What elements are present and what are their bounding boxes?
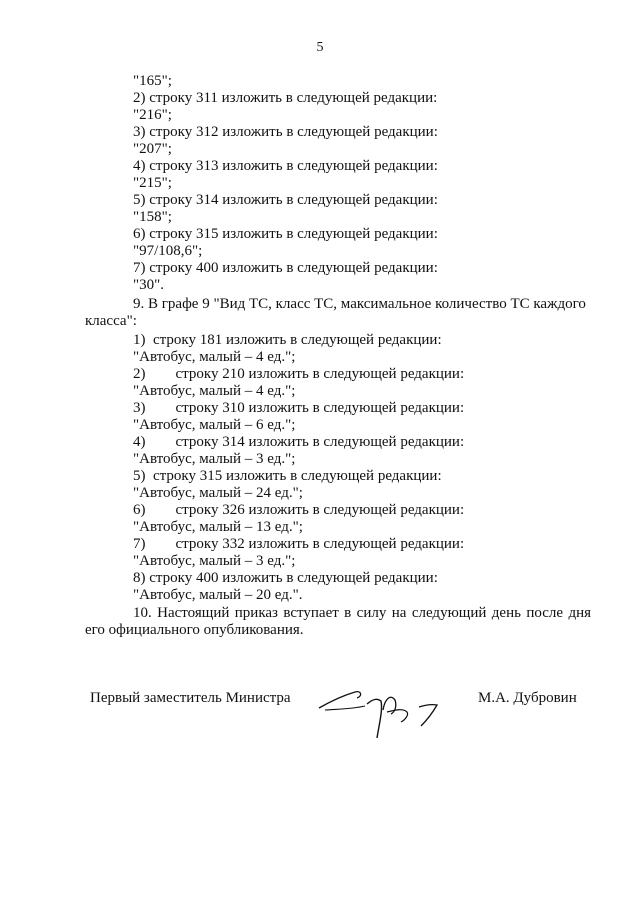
text-line: "207"; <box>133 141 172 157</box>
text-line: 3) строку 312 изложить в следующей редакции: <box>133 124 438 140</box>
text-line: 6) строку 315 изложить в следующей редакции: <box>133 226 438 242</box>
text-line: "Автобус, малый – 3 ед."; <box>133 553 296 569</box>
text-line: "Автобус, малый – 3 ед."; <box>133 451 296 467</box>
paragraph-heading: 9. В графе 9 "Вид ТС, класс ТС, максимальное количество ТС каждого <box>133 296 586 312</box>
text-line: его официального опубликования. <box>85 622 304 638</box>
text-line: "Автобус, малый – 20 ед.". <box>133 587 303 603</box>
text-line: 1) строку 181 изложить в следующей редакции: <box>133 332 442 348</box>
text-line: 6) строку 326 изложить в следующей редакции: <box>133 502 465 518</box>
text-line: 4) строку 314 изложить в следующей редакции: <box>133 434 465 450</box>
text-line: 3) строку 310 изложить в следующей редакции: <box>133 400 465 416</box>
text-line: 5) строку 314 изложить в следующей редакции: <box>133 192 438 208</box>
handwritten-signature <box>315 680 445 742</box>
text-line: "Автобус, малый – 4 ед."; <box>133 383 296 399</box>
text-line: 4) строку 313 изложить в следующей редакции: <box>133 158 438 174</box>
text-line: 2) строку 311 изложить в следующей редакции: <box>133 90 438 106</box>
text-line: 2) строку 210 изложить в следующей редакции: <box>133 366 465 382</box>
page-number: 5 <box>316 40 324 55</box>
signatory-title: Первый заместитель Министра <box>90 690 291 706</box>
text-line: 8) строку 400 изложить в следующей редакции: <box>133 570 438 586</box>
signatory-name: М.А. Дубровин <box>478 690 577 706</box>
text-line: "Автобус, малый – 13 ед."; <box>133 519 303 535</box>
text-line: "215"; <box>133 175 172 191</box>
text-line: класса": <box>85 313 137 329</box>
text-line: "97/108,6"; <box>133 243 203 259</box>
text-line: 10. Настоящий приказ вступает в силу на следующий день после дня <box>133 605 591 621</box>
text-line: 7) строку 400 изложить в следующей редакции: <box>133 260 438 276</box>
text-line: "165"; <box>133 73 172 89</box>
text-line: "Автобус, малый – 4 ед."; <box>133 349 296 365</box>
text-line: "216"; <box>133 107 172 123</box>
text-line: 7) строку 332 изложить в следующей редакции: <box>133 536 465 552</box>
text-line: 5) строку 315 изложить в следующей редакции: <box>133 468 442 484</box>
text-line: "Автобус, малый – 6 ед."; <box>133 417 296 433</box>
text-line: "30". <box>133 277 164 293</box>
text-line: "Автобус, малый – 24 ед."; <box>133 485 303 501</box>
text-line: "158"; <box>133 209 172 225</box>
